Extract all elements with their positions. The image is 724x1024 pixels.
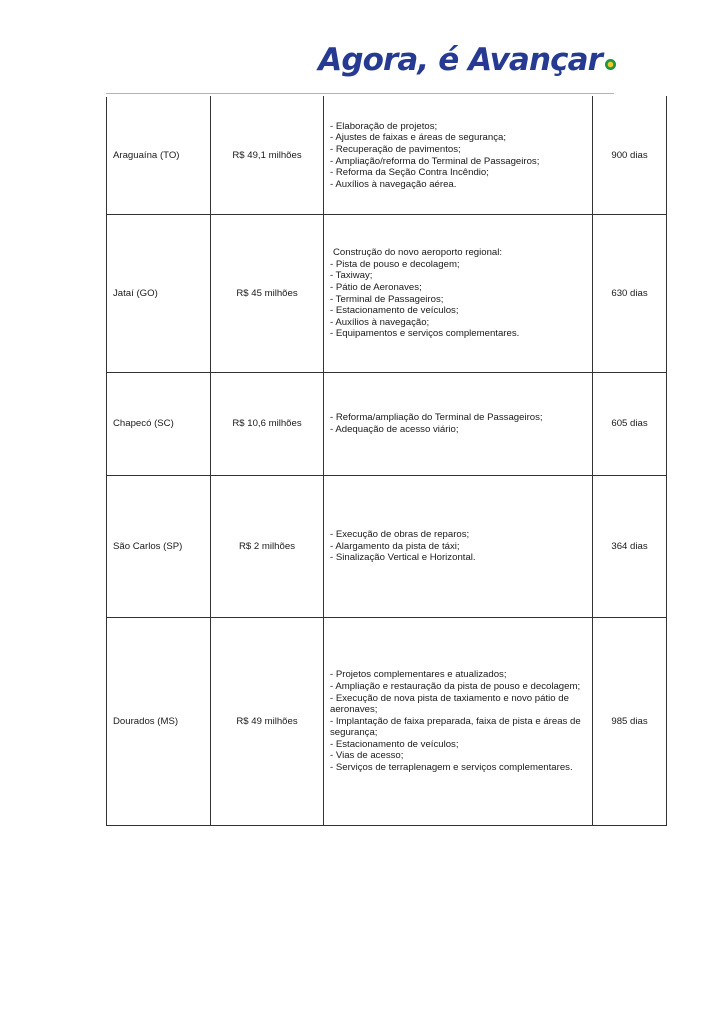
list-item: - Pista de pouso e decolagem; [330,258,460,270]
list-item: - Recuperação de pavimentos; [330,143,461,155]
list-item: - Elaboração de projetos; [330,120,438,132]
list-item: - Projetos complementares e atualizados; [330,669,507,681]
days-label: 630 dias [611,287,648,299]
days-label: 985 dias [611,715,648,727]
cell-scope [324,373,593,476]
list-item: - Alargamento da pista de táxi; [330,540,460,552]
table-row [107,97,667,215]
list-item: - Estacionamento de veículos; [330,738,459,750]
cell-value [211,215,324,373]
list-item: - Sinalização Vertical e Horizontal. [330,552,476,564]
city-label: Dourados (MS) [113,715,179,727]
list-item: - Taxiway; [330,270,373,282]
city-label: Araguaína (TO) [113,149,180,161]
cell-city [107,476,211,618]
value-label: R$ 45 milhões [236,287,298,299]
logo-dot-icon [605,59,616,70]
scope-list [330,259,586,340]
table-row [107,215,667,373]
list-item: - Vias de acesso; [330,750,404,762]
cell-days [593,373,667,476]
list-item: - Ampliação/reforma do Terminal de Passageiros; [330,155,540,167]
cell-value [211,618,324,826]
days-label: 605 dias [611,418,648,430]
list-item: - Estacionamento de veículos; [330,305,459,317]
list-item: - Execução de obras de reparos; [330,529,470,541]
scope-list [330,412,586,435]
scope-list [330,529,586,564]
city-label: Chapecó (SC) [113,418,174,430]
logo-text: Agora, é Avançar [318,42,602,78]
cell-scope [324,97,593,215]
table-body [107,97,667,826]
horizontal-rule [106,93,614,94]
list-item: - Reforma/ampliação do Terminal de Passageiros; [330,412,543,424]
table-row [107,373,667,476]
cell-city [107,373,211,476]
list-item: - Implantação de faixa preparada, faixa de pista e áreas de segurança; [330,715,581,739]
cell-days [593,618,667,826]
scope-list [330,669,586,773]
table-row [107,618,667,826]
list-item: - Adequação de acesso viário; [330,424,459,435]
value-label: R$ 10,6 milhões [232,418,302,430]
list-item: - Ampliação e restauração da pista de pouso e decolagem; [330,680,581,692]
list-item: - Execução de nova pista de taxiamento e novo pátio de aeronaves; [330,692,569,716]
days-label: 364 dias [611,540,648,552]
cell-scope [324,618,593,826]
scope-list [330,121,586,191]
cell-value [211,476,324,618]
city-label: São Carlos (SP) [113,540,183,552]
cell-scope [324,215,593,373]
cell-city [107,97,211,215]
city-label: Jataí (GO) [113,287,158,299]
cell-city [107,215,211,373]
brand-logo [0,40,724,88]
cell-value [211,97,324,215]
list-item: - Pátio de Aeronaves; [330,281,422,293]
cell-scope [324,476,593,618]
list-item: - Serviços de terraplenagem e serviços complementares. [330,762,573,774]
list-item: - Terminal de Passageiros; [330,293,444,305]
value-label: R$ 49,1 milhões [232,149,302,161]
scope-intro: Construção do novo aeroporto regional: [333,247,503,259]
list-item: - Auxílios à navegação aérea. [330,178,457,190]
cell-city [107,618,211,826]
days-label: 900 dias [611,149,648,161]
value-label: R$ 2 milhões [239,540,295,552]
projects-table [106,96,667,826]
list-item: - Ajustes de faixas e áreas de segurança; [330,132,506,144]
cell-value [211,373,324,476]
list-item: - Auxílios à navegação; [330,316,430,328]
value-label: R$ 49 milhões [236,715,298,727]
table-row [107,476,667,618]
list-item: - Equipamentos e serviços complementares. [330,328,520,340]
list-item: - Reforma da Seção Contra Incêndio; [330,167,489,179]
cell-days [593,97,667,215]
cell-days [593,476,667,618]
cell-days [593,215,667,373]
